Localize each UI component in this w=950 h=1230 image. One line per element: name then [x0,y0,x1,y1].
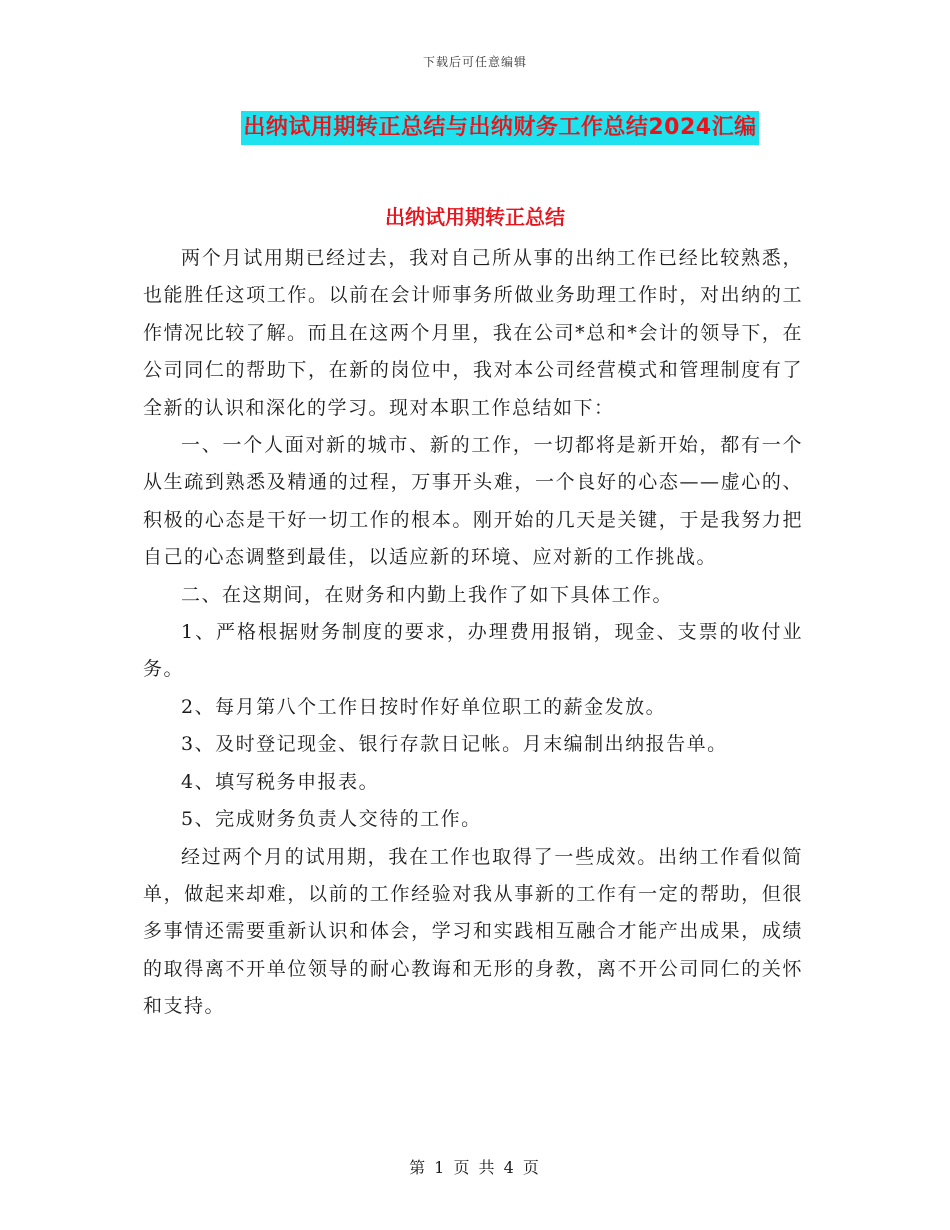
page-number: 第 1 页 共 4 页 [409,1158,541,1177]
paragraph: 两个月试用期已经过去，我对自己所从事的出纳工作已经比较熟悉，也能胜任这项工作。以前在会计师事务所做业务助理工作时，对出纳的工作情况比较了解。而且在这两个月里，我在公司*总和*会计的领导下，在公司同仁的帮助下，在新的岗位中，我对本公司经营模式和管理制度有了全新的认识和深化的学习。现对本职工作总结如下： [143,247,803,419]
list-item: 4、填写税务申报表。 [181,770,380,793]
list-item: 1、严格根据财务制度的要求，办理费用报销，现金、支票的收付业务。 [143,621,803,681]
list-item: 5、完成财务负责人交待的工作。 [181,808,482,831]
document-body [143,240,803,1026]
paragraph: 一、一个人面对新的城市、新的工作，一切都将是新开始，都有一个从生疏到熟悉及精通的过程，万事开头难，一个良好的心态——虚心的、积极的心态是干好一切工作的根本。刚开始的几天是关键，于是我努力把自己的心态调整到最佳，以适应新的环境、应对新的工作挑战。 [143,434,803,569]
header-note: 下载后可任意编辑 [422,55,527,69]
document-title: 出纳试用期转正总结与出纳财务工作总结2024汇编 [241,111,758,145]
section-title: 出纳试用期转正总结 [385,205,565,229]
list-item: 2、每月第八个工作日按时作好单位职工的薪金发放。 [181,695,667,718]
list-item: 3、及时登记现金、银行存款日记帐。月末编制出纳报告单。 [181,733,728,756]
document-title-container [0,111,950,145]
paragraph: 二、在这期间，在财务和内勤上我作了如下具体工作。 [181,583,674,606]
paragraph: 经过两个月的试用期，我在工作也取得了一些成效。出纳工作看似简单，做起来却难，以前的工作经验对我从事新的工作有一定的帮助，但很多事情还需要重新认识和体会，学习和实践相互融合才能产出成果，成绩的取得离不开单位领导的耐心教诲和无形的身教，离不开公司同仁的关怀和支持。 [143,845,803,1018]
